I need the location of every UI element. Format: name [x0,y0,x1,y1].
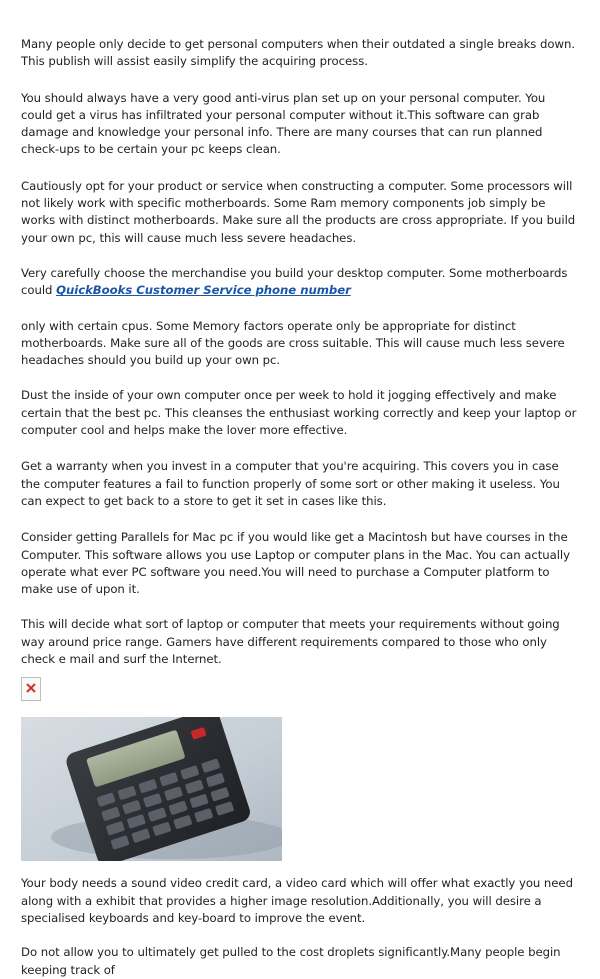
paragraph-8: Consider getting Parallels for Mac pc if you would like get a Macintosh but have courses in the Computer. This software allows you use Laptop or computer plans in the Mac. You can actually operate what ever PC software you need.You will need to purchase a Computer platform to make use of upon it. [21,530,570,597]
paragraph-11: Do not allow you to ultimately get pulled to the cost droplets significantly.Many people begin keeping track of [21,945,561,977]
paragraph-7: Get a warranty when you invest in a computer that you're acquiring. This covers you in case the computer features a fail to function properly of some sort or other making it useless. You can expect to get back to a store to get it set in cases like this. [21,459,560,508]
article-body [21,36,579,979]
paragraph-3: Cautiously opt for your product or service when constructing a computer. Some processors will not likely work with specific motherboards. Some Ram memory components job simply be works with distinct motherboards. Make sure all the products are cross appropriate. If you build your own pc, this will cause much less severe headaches. [21,178,576,245]
close-x-icon [26,683,36,693]
paragraph-4 [21,265,579,300]
calculator-photo [21,717,282,861]
paragraph-2: You should always have a very good anti-virus plan set up on your personal computer. You could get a virus has infiltrated your personal computer without it.This software can grab damage and knowledge your personal info. There are many courses that can run planned check-ups to be certain your pc keeps clean. [21,90,546,157]
paragraph-9: This will decide what sort of laptop or computer that meets your requirements without going way around price range. Gamers have different requirements compared to those who only check e mail and surf the Internet. [21,617,560,667]
paragraph-1: Many people only decide to get personal computers when their outdated a single breaks down. This publish will assist easily simplify the acquiring process. [21,37,576,69]
broken-image-icon [21,677,41,701]
quickbooks-link[interactable]: QuickBooks Customer Service phone number [56,283,351,298]
paragraph-6: Dust the inside of your own computer once per week to hold it jogging effectively and make certain that the best pc. This cleanses the enthusiast working correctly and keep your laptop or computer cool and helps make the lover more effective. [21,388,577,438]
paragraph-4-text: Very carefully choose the merchandise you build your desktop computer. Some motherboards could [21,265,568,298]
paragraph-10: Your body needs a sound video credit card, a video card which will offer what exactly you need along with a exhibit that provides a higher image resolution.Additionally, you will desire a specialised keyboards and key-board to improve the event. [21,876,573,925]
paragraph-5: only with certain cpus. Some Memory factors operate only be appropriate for distinct motherboards. Make sure all of the goods are cross suitable. This will cause much less severe headaches should you build up your own pc. [21,318,565,368]
